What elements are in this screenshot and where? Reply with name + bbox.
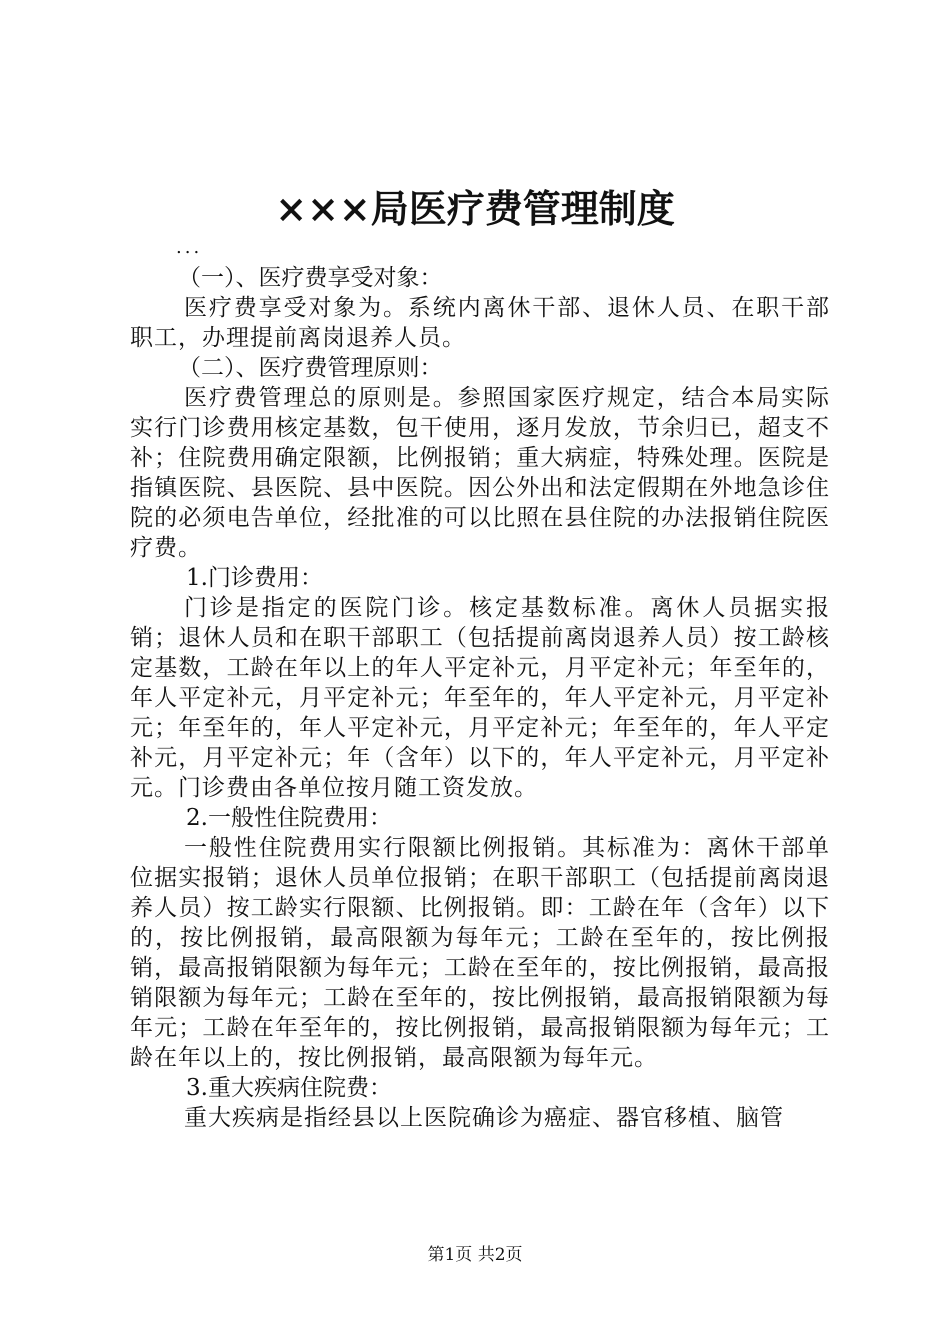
subheading-major-illness: 3.重大疾病住院费： [186, 1075, 392, 1101]
paragraph-eligibility: 医疗费享受对象为。系统内离休干部、退休人员、在职干部职工，办理提前离岗退养人员。 [130, 295, 830, 351]
page-footer: 第1页 共2页 [427, 1245, 523, 1265]
paragraph-general-inpatient: 一般性住院费用实行限额比例报销。其标准为：离休干部单位据实报销；退休人员单位报销；在职干部职工（包括提前离岗退养人员）按工龄实行限额、比例报销。即：工龄在年（含年）以下的，按比例报销，最高限额为每年元；工龄在至年的，按比例报销，最高报销限额为每年元；工龄在至年的，按比例报销，最高报销限额为每年元；工龄在至年的，按比例报销，最高报销限额为每年元；工龄在年至年的，按比例报销，最高报销限额为每年元；工龄在年以上的，按比例报销，最高限额为每年元。 [130, 835, 830, 1071]
paragraph-major-illness: 重大疾病是指经县以上医院确诊为癌症、器官移植、脑管 [184, 1105, 784, 1131]
section-heading-2: （二）、医疗费管理原则： [178, 355, 443, 381]
paragraph-outpatient: 门诊是指定的医院门诊。核定基数标准。离休人员据实报销；退休人员和在职干部职工（包括提前离岗退养人员）按工龄核定基数，工龄在年以上的年人平定补元，月平定补元；年至年的，年人平定补元，月平定补元；年至年的，年人平定补元，月平定补元；年至年的，年人平定补元，月平定补元；年至年的，年人平定补元，月平定补元；年（含年）以下的，年人平定补元，月平定补元。门诊费由各单位按月随工资发放。 [130, 595, 830, 801]
document-title: ×××局医疗费管理制度 [275, 186, 675, 231]
ellipsis-marker: ... [176, 237, 203, 258]
subheading-outpatient: 1.门诊费用： [186, 565, 323, 591]
subheading-general-inpatient: 2.一般性住院费用： [186, 805, 392, 831]
paragraph-principles: 医疗费管理总的原则是。参照国家医疗规定，结合本局实际实行门诊费用核定基数，包干使用，逐月发放，节余归已，超支不补；住院费用确定限额，比例报销；重大病症，特殊处理。医院是指镇医院、县医院、县中医院。因公外出和法定假期在外地急诊住院的必须电告单位，经批准的可以比照在县住院的办法报销住院医疗费。 [130, 385, 830, 561]
document-body [130, 263, 830, 1133]
section-heading-1: （一）、医疗费享受对象： [178, 265, 443, 291]
